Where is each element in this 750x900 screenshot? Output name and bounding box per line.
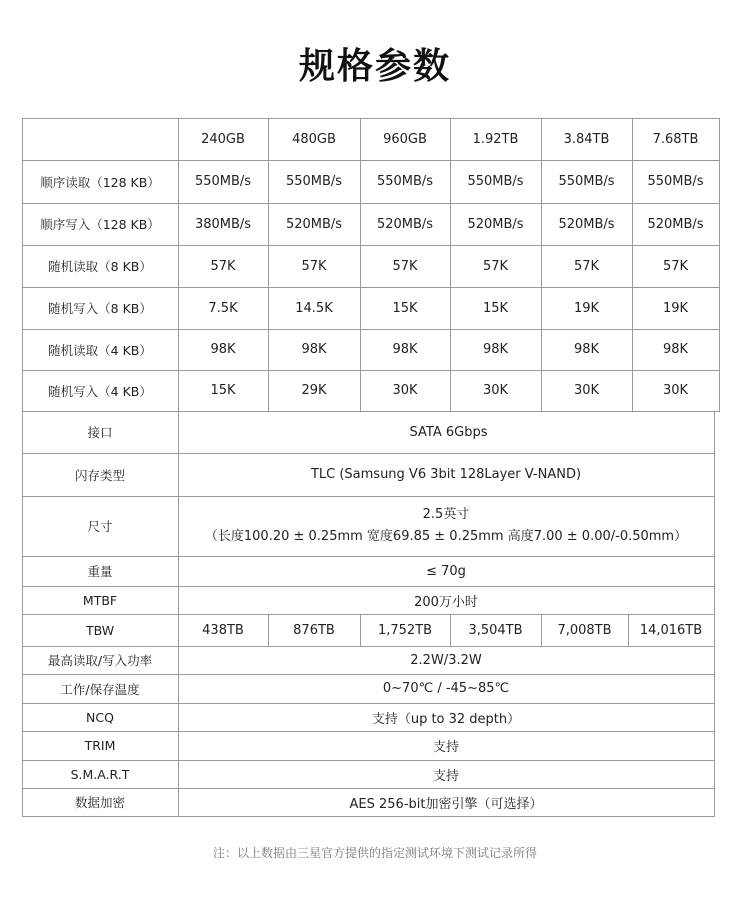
perf-value: 19K xyxy=(573,300,600,316)
capacity-header: 960GB xyxy=(383,131,427,147)
perf-value: 30K xyxy=(573,383,600,398)
perf-value: 14.5K xyxy=(295,300,333,316)
size-line2: （长度100.20 ± 0.25mm 宽度69.85 ± 0.25mm 高度7.00 ± 0.00/-0.50mm） xyxy=(204,529,688,544)
size-value xyxy=(178,496,714,556)
perf-value: 380MB/s xyxy=(194,216,252,232)
ncq-value: 支持（up to 32 depth） xyxy=(371,711,521,727)
table-rule xyxy=(719,118,720,411)
perf-value: 57K xyxy=(392,258,418,274)
row-label: TBW xyxy=(85,622,115,638)
mtbf-value: 200万小时 xyxy=(414,594,478,610)
perf-value: 520MB/s xyxy=(376,216,434,232)
capacity-header: 3.84TB xyxy=(563,131,610,147)
perf-value: 29K xyxy=(301,383,327,398)
table-rule xyxy=(714,411,715,817)
row-label: 随机读取（8 KB） xyxy=(48,259,152,274)
row-label: 重量 xyxy=(87,564,113,579)
row-label: 顺序写入（128 KB） xyxy=(40,217,160,232)
row-label: 尺寸 xyxy=(87,519,113,534)
capacity-header: 1.92TB xyxy=(472,131,519,147)
row-label: 随机写入（8 KB） xyxy=(48,301,152,316)
tbw-value: 1,752TB xyxy=(377,622,433,638)
flash-value: TLC (Samsung V6 3bit 128Layer V-NAND) xyxy=(310,467,582,482)
perf-value: 98K xyxy=(210,342,236,357)
footnote: 注：以上数据由三星官方提供的指定测试环境下测试记录所得 xyxy=(212,846,537,860)
capacity-header: 7.68TB xyxy=(652,131,699,147)
row-label: TRIM xyxy=(84,738,116,753)
size-line1: 2.5英寸 xyxy=(422,507,470,522)
perf-value: 98K xyxy=(662,342,689,357)
row-label: 工作/保存温度 xyxy=(60,681,140,697)
perf-value: 57K xyxy=(210,258,236,274)
tbw-value: 876TB xyxy=(293,622,335,638)
perf-value: 520MB/s xyxy=(647,216,704,232)
row-label: 闪存类型 xyxy=(74,467,125,483)
row-label: 接口 xyxy=(87,425,113,440)
tbw-value: 7,008TB xyxy=(557,622,612,638)
perf-value: 19K xyxy=(662,300,689,316)
row-label: S.M.A.R.T xyxy=(70,766,130,782)
capacity-header: 240GB xyxy=(201,131,245,147)
page-title: 规格参数 xyxy=(298,46,451,87)
row-label: NCQ xyxy=(86,709,114,725)
perf-value: 30K xyxy=(482,383,509,398)
tbw-value: 3,504TB xyxy=(468,622,523,638)
tbw-value: 14,016TB xyxy=(639,622,703,638)
perf-value: 98K xyxy=(392,342,418,357)
perf-value: 550MB/s xyxy=(376,174,434,189)
power-value: 2.2W/3.2W xyxy=(410,652,482,668)
perf-value: 550MB/s xyxy=(467,174,524,189)
perf-value: 15K xyxy=(482,300,509,316)
perf-value: 98K xyxy=(573,342,600,357)
perf-value: 57K xyxy=(482,258,509,274)
encryption-value: AES 256-bit加密引擎（可选择） xyxy=(349,796,543,812)
perf-value: 15K xyxy=(392,300,418,316)
trim-value: 支持 xyxy=(432,740,459,755)
perf-value: 550MB/s xyxy=(558,174,615,189)
perf-value: 550MB/s xyxy=(647,174,704,189)
perf-value: 550MB/s xyxy=(285,174,343,189)
weight-value: ≤ 70g xyxy=(426,563,466,579)
row-label: 随机写入（4 KB） xyxy=(48,383,152,399)
perf-value: 550MB/s xyxy=(194,174,252,189)
capacity-header: 480GB xyxy=(292,131,336,147)
perf-value: 57K xyxy=(573,258,600,274)
table-rule xyxy=(22,816,715,817)
row-label: 最高读取/写入功率 xyxy=(47,653,153,668)
perf-value: 7.5K xyxy=(208,300,238,316)
row-label: 数据加密 xyxy=(74,795,125,810)
row-label: MTBF xyxy=(82,592,118,608)
row-label: 随机读取（4 KB） xyxy=(48,342,152,358)
perf-value: 30K xyxy=(392,383,418,398)
perf-value: 520MB/s xyxy=(285,216,343,232)
perf-value: 15K xyxy=(210,383,236,398)
perf-value: 98K xyxy=(301,342,327,357)
perf-value: 98K xyxy=(482,342,509,357)
smart-value: 支持 xyxy=(432,768,459,784)
interface-value: SATA 6Gbps xyxy=(409,424,488,440)
perf-value: 30K xyxy=(662,383,689,398)
row-label: 顺序读取（128 KB） xyxy=(40,174,160,190)
temperature-value: 0~70℃ / -45~85℃ xyxy=(382,681,510,696)
tbw-value: 438TB xyxy=(202,622,244,638)
perf-value: 57K xyxy=(662,258,689,274)
perf-value: 57K xyxy=(301,258,327,274)
perf-value: 520MB/s xyxy=(467,216,524,232)
perf-value: 520MB/s xyxy=(558,216,615,232)
